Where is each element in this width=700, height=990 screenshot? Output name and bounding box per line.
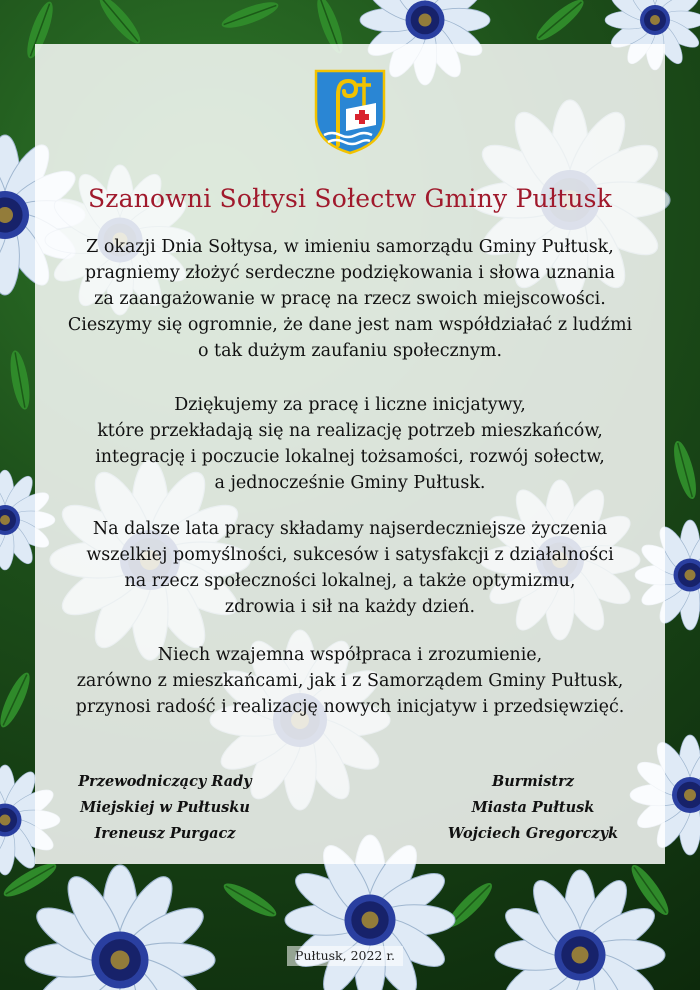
paragraph-line: a jednocześnie Gminy Pułtusk.: [214, 473, 486, 493]
signature-mayor: [403, 769, 663, 847]
paragraph-greeting: [45, 234, 655, 364]
paragraph-line: Niech wzajemna współpraca i zrozumienie,: [157, 645, 543, 665]
letter-title: Szanowni Sołtysi Sołectw Gminy Pułtusk: [87, 184, 613, 213]
paragraph-line: Z okazji Dnia Sołtysa, w imieniu samorządu Gminy Pułtusk,: [86, 237, 614, 257]
paragraph-cooperation: [45, 642, 655, 720]
paragraph-line: zdrowia i sił na każdy dzień.: [224, 597, 476, 617]
paragraph-thanks: [45, 392, 655, 496]
signature-line: Miasta Pułtusk: [471, 799, 595, 816]
paragraph-line: o tak dużym zaufaniu społecznym.: [197, 341, 503, 361]
letter-card: [35, 44, 665, 864]
paragraph-line: Dziękujemy za pracę i liczne inicjatywy,: [174, 395, 526, 415]
paragraph-line: które przekładają się na realizację potrzeb mieszkańców,: [97, 421, 603, 441]
paragraph-line: Na dalsze lata pracy składamy najserdeczniejsze życzenia: [92, 519, 608, 539]
signature-council-chairman: [35, 769, 295, 847]
signature-line: Ireneusz Purgacz: [94, 825, 236, 842]
paragraph-line: na rzecz społeczności lokalnej, a także optymizmu,: [124, 571, 576, 591]
signature-line: Burmistrz: [491, 773, 575, 790]
place-and-date: Pułtusk, 2022 r.: [287, 946, 403, 966]
signature-line: Wojciech Gregorczyk: [447, 825, 619, 842]
paragraph-line: Cieszymy się ogromnie, że dane jest nam współdziałać z ludźmi: [67, 315, 633, 335]
paragraph-line: zarówno z mieszkańcami, jak i z Samorządem Gminy Pułtusk,: [76, 671, 624, 691]
paragraph-line: przynosi radość i realizację nowych inicjatyw i przedsięwzięć.: [75, 697, 625, 717]
paragraph-wishes: [45, 516, 655, 620]
paragraph-line: integrację i poczucie lokalnej tożsamości, rozwój sołectw,: [95, 447, 605, 467]
signature-line: Miejskiej w Pułtusku: [80, 799, 250, 816]
signature-line: Przewodniczący Rady: [78, 773, 252, 790]
paragraph-line: za zaangażowanie w pracę na rzecz swoich miejscowości.: [94, 289, 606, 309]
paragraph-line: pragniemy złożyć serdeczne podziękowania i słowa uznania: [84, 263, 616, 283]
coat-of-arms-icon: [314, 69, 386, 155]
paragraph-line: wszelkiej pomyślności, sukcesów i satysfakcji z działalności: [86, 545, 614, 565]
